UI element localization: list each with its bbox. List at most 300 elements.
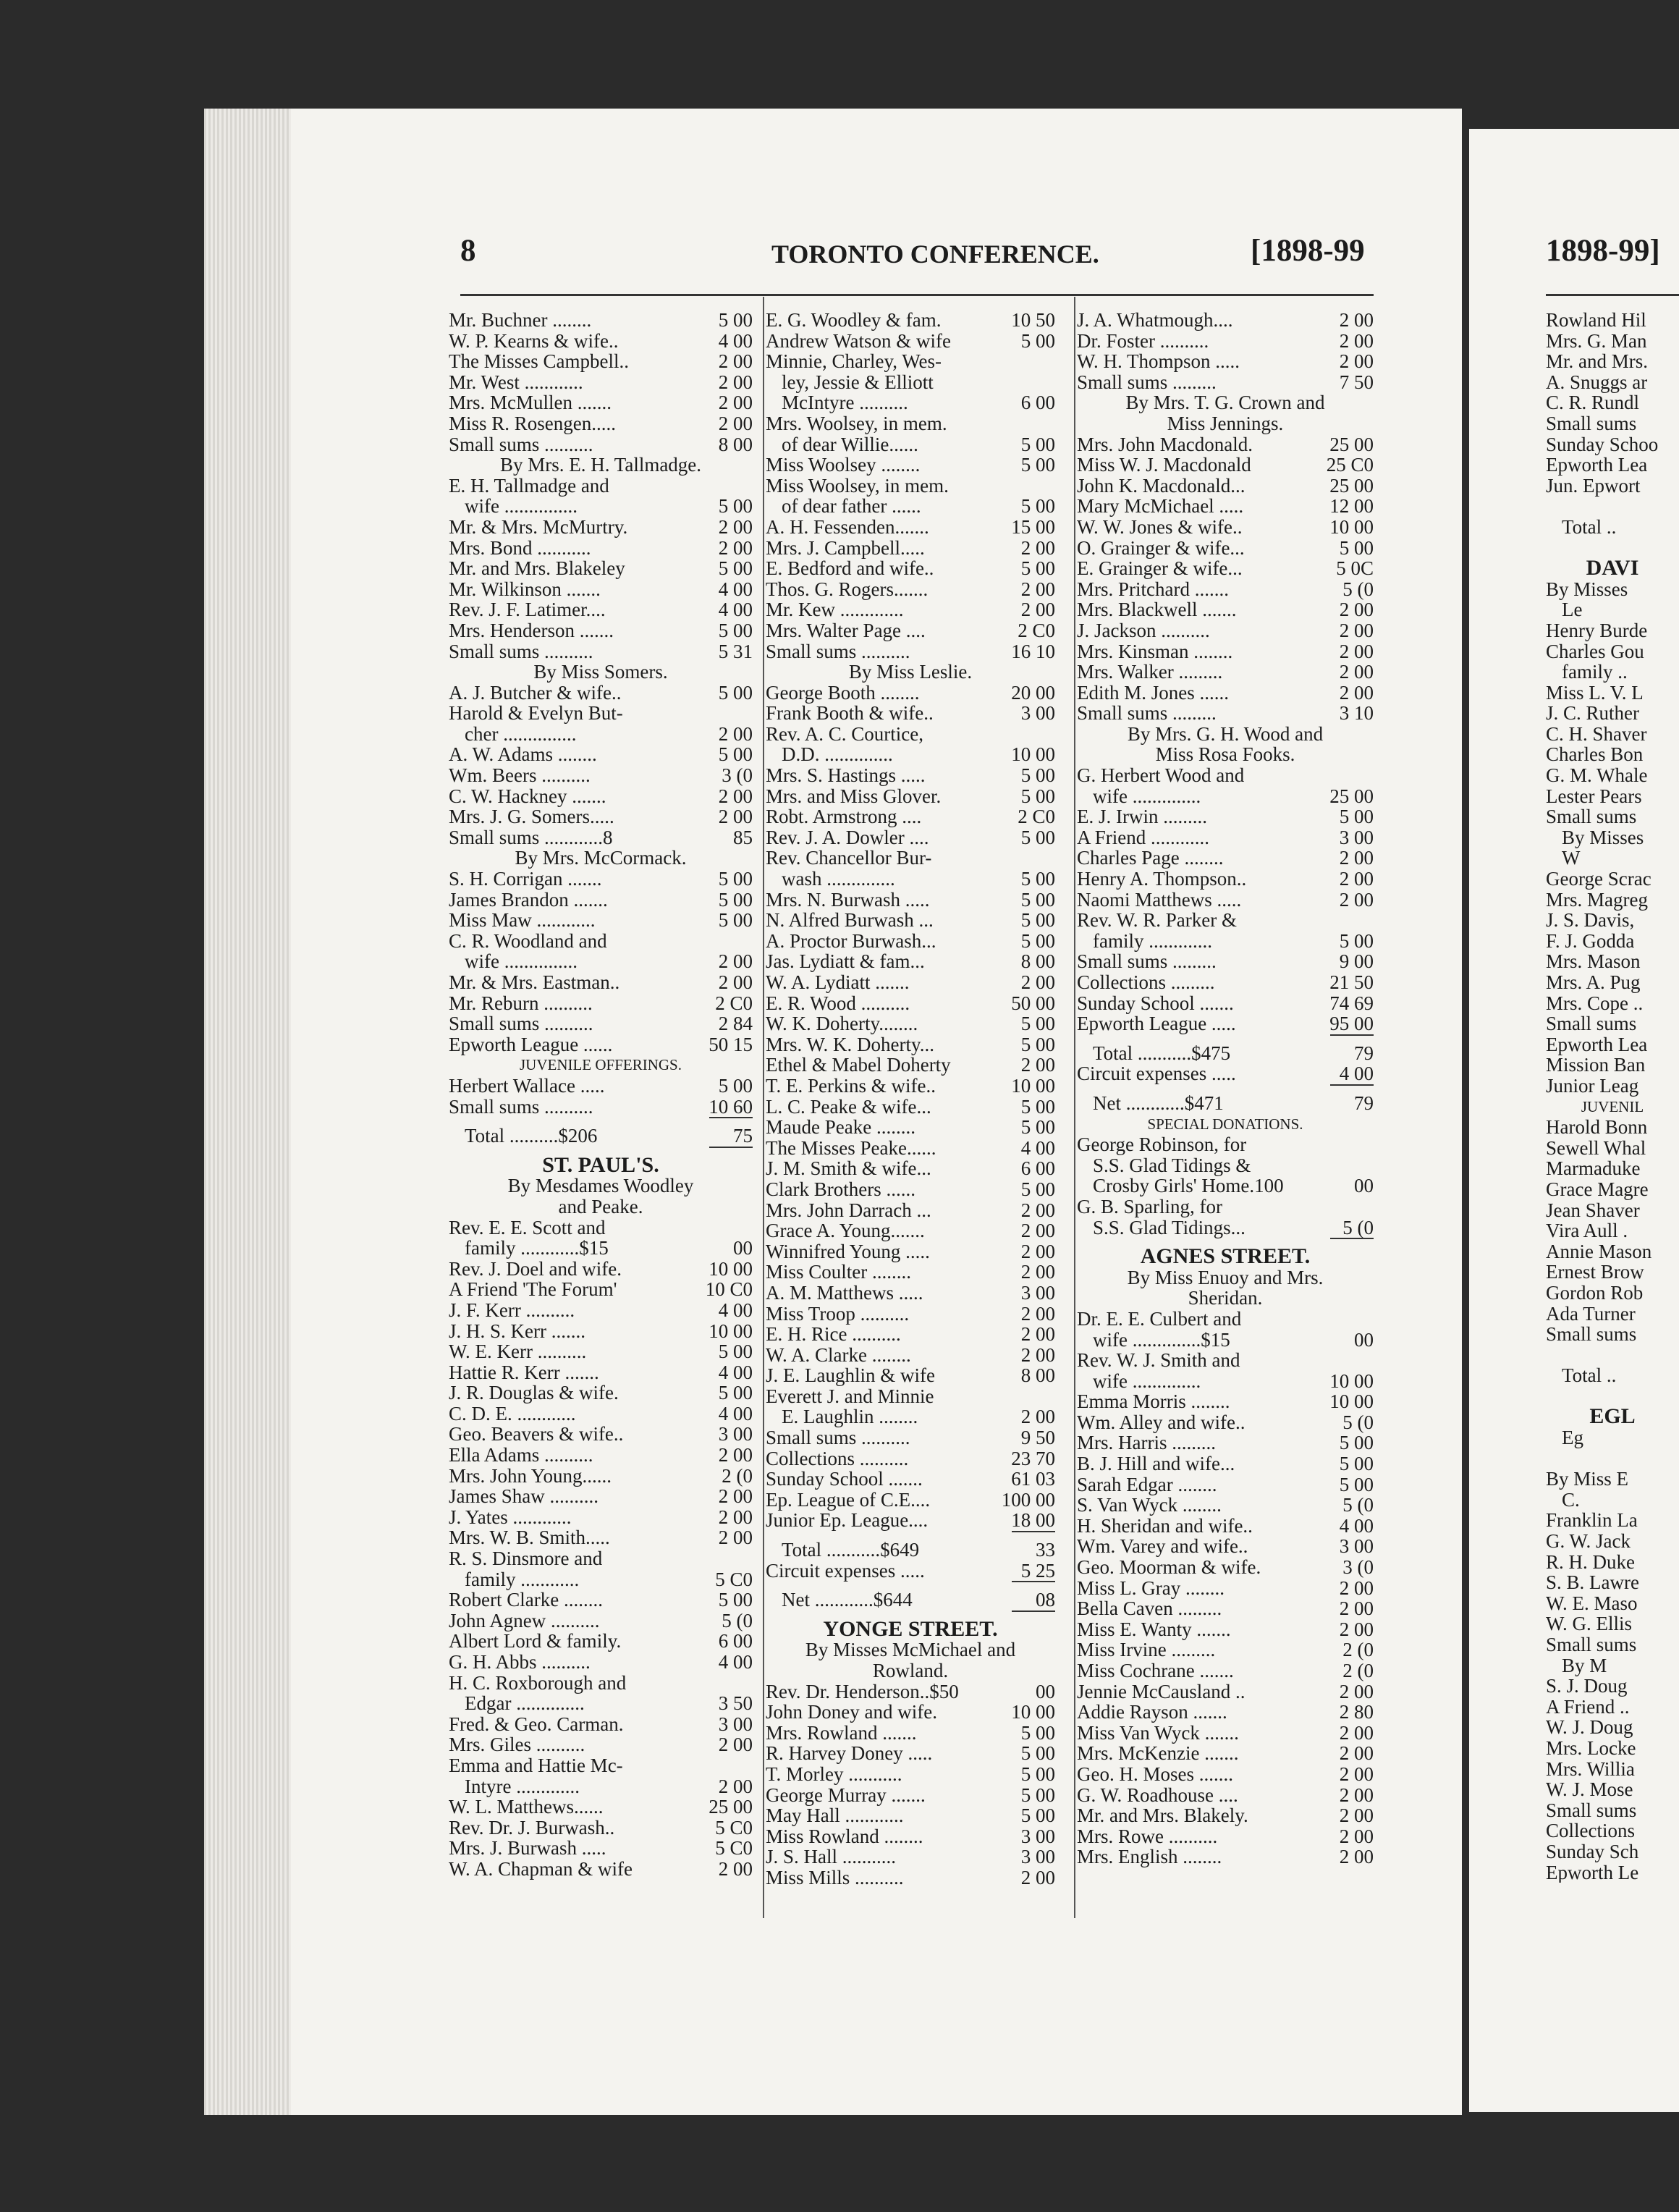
- ledger-entry: [766, 1639, 1055, 1660]
- entry-name: G. H. Abbs ..........: [449, 1651, 591, 1673]
- entry-name: wife ...............: [465, 495, 578, 518]
- entry-name: Rowland.: [872, 1660, 949, 1681]
- ledger-entry: [1546, 703, 1679, 724]
- ledger-entry: [449, 1126, 753, 1147]
- entry-amount: 2 C0: [715, 992, 753, 1014]
- ledger-entry: [449, 1013, 753, 1034]
- ledger-entry: [1077, 744, 1374, 765]
- entry-name: W. K. Doherty........: [766, 1013, 918, 1035]
- entry-name: G. M. Whale: [1546, 764, 1648, 787]
- entry-name: Total ...........$475: [1093, 1042, 1231, 1064]
- ledger-entry: [1546, 662, 1679, 683]
- ledger-entry: [1077, 579, 1374, 600]
- ledger-entry: [1546, 869, 1679, 890]
- entry-amount: 4 00: [718, 1299, 753, 1321]
- entry-name: E. G. Woodley & fam.: [766, 309, 942, 331]
- ledger-entry: [1077, 1639, 1374, 1660]
- ledger-entry: [449, 931, 753, 952]
- ledger-entry: [766, 496, 1055, 517]
- ledger-entry: [449, 455, 753, 476]
- ledger-entry: [1546, 372, 1679, 393]
- entry-name: Edith M. Jones ......: [1077, 681, 1230, 704]
- entry-amount: 9 00: [1339, 950, 1374, 973]
- entry-amount: 2 00: [1339, 661, 1374, 683]
- section-heading: [766, 1616, 1055, 1641]
- ledger-entry: [449, 496, 753, 517]
- entry-name: Mr. Buchner ........: [449, 309, 592, 331]
- ledger-entry: [1077, 972, 1374, 993]
- ledger-entry: [1546, 1365, 1679, 1386]
- ledger-entry: [766, 351, 1055, 372]
- entry-name: The Misses Peake......: [766, 1136, 936, 1159]
- year-range-right: 1898-99]: [1546, 234, 1660, 268]
- entry-amount: 5 (0: [1342, 1411, 1374, 1433]
- ledger-entry: [1546, 1013, 1679, 1034]
- ledger-entry: [449, 1548, 753, 1569]
- ledger-entry: [449, 1693, 753, 1714]
- entry-name: Mrs. Pritchard .......: [1077, 578, 1229, 600]
- ledger-entry: [449, 1590, 753, 1611]
- column-2: [766, 310, 1055, 1888]
- ledger-entry: [1546, 351, 1679, 372]
- entry-name: Clark Brothers ......: [766, 1178, 915, 1200]
- entry-name: J. F. Kerr ..........: [449, 1299, 575, 1321]
- ledger-entry: [766, 683, 1055, 704]
- ledger-entry: [449, 1341, 753, 1362]
- ledger-entry: [449, 1652, 753, 1673]
- ledger-entry: [1077, 558, 1374, 579]
- entry-amount: 2 00: [1020, 1261, 1055, 1283]
- entry-name: Fred. & Geo. Carman.: [449, 1713, 624, 1735]
- entry-name: and Peake.: [558, 1195, 643, 1217]
- ledger-entry: [766, 1055, 1055, 1076]
- entry-name: Mrs. Rowe ..........: [1077, 1825, 1218, 1847]
- entry-name: R. H. Duke: [1546, 1550, 1635, 1573]
- ledger-entry: [449, 351, 753, 372]
- ledger-entry: [449, 683, 753, 704]
- entry-name: Circuit expenses .....: [1077, 1063, 1236, 1085]
- entry-name: Addie Rayson .......: [1077, 1701, 1227, 1723]
- entry-amount: 2 00: [718, 350, 753, 373]
- ledger-entry: [766, 1117, 1055, 1138]
- entry-name: Small sums: [1546, 412, 1637, 434]
- entry-amount: 2 00: [718, 515, 753, 538]
- entry-name: By Misses McMichael and: [805, 1639, 1016, 1661]
- entry-amount: 6 00: [1020, 392, 1055, 414]
- entry-amount: 10 00: [1329, 1390, 1374, 1413]
- ledger-entry: [1077, 372, 1374, 393]
- ledger-entry: [1077, 1371, 1374, 1392]
- ledger-entry: [1546, 392, 1679, 413]
- entry-name: Sunday Sch: [1546, 1840, 1639, 1862]
- entry-amount: 2 00: [718, 1857, 753, 1880]
- ledger-entry: [766, 910, 1055, 931]
- ledger-entry: [449, 910, 753, 931]
- ledger-entry: [1077, 517, 1374, 538]
- entry-name: Jean Shaver: [1546, 1199, 1640, 1221]
- ledger-entry: [1077, 1412, 1374, 1433]
- entry-name: Miss Troop ..........: [766, 1302, 910, 1325]
- ledger-entry: [1077, 392, 1374, 413]
- ledger-entry: [1077, 1743, 1374, 1764]
- entry-amount: 2 00: [1339, 1763, 1374, 1785]
- entry-name: Herbert Wallace .....: [449, 1074, 605, 1097]
- ledger-entry: [449, 558, 753, 579]
- entry-name: R. S. Dinsmore and: [449, 1548, 603, 1570]
- entry-amount: 25 00: [709, 1796, 753, 1818]
- ledger-entry: [766, 1867, 1055, 1888]
- ledger-entry: [1546, 890, 1679, 911]
- entry-name: By Mrs. T. G. Crown and: [1125, 392, 1325, 414]
- entry-name: B. J. Hill and wife...: [1077, 1453, 1235, 1475]
- entry-name: Total ...........$649: [782, 1539, 920, 1561]
- ledger-entry: [1077, 1785, 1374, 1806]
- entry-amount: 25 00: [1329, 474, 1374, 497]
- entry-amount: 4 00: [1020, 1136, 1055, 1159]
- entry-amount: 5 00: [718, 1341, 753, 1363]
- entry-name: H. Sheridan and wife..: [1077, 1514, 1253, 1537]
- entry-amount: 25 C0: [1326, 454, 1374, 476]
- entry-amount: 2 00: [1020, 1220, 1055, 1242]
- ledger-entry: [1546, 1386, 1679, 1407]
- ledger-entry: [766, 1406, 1055, 1427]
- ledger-entry: [1546, 724, 1679, 745]
- entry-name: Rev. Chancellor Bur-: [766, 847, 932, 869]
- entry-name: A. H. Fessenden.......: [766, 515, 929, 538]
- ledger-entry: [449, 1382, 753, 1403]
- total-rule: [1012, 1611, 1055, 1619]
- entry-name: Emma Morris ........: [1077, 1390, 1230, 1413]
- ledger-entry: [449, 1034, 753, 1055]
- entry-name: George Murray .......: [766, 1783, 926, 1806]
- ledger-entry: [766, 1365, 1055, 1386]
- ledger-entry: [766, 1220, 1055, 1241]
- ledger-entry: [1546, 455, 1679, 476]
- entry-amount: 00: [1354, 1328, 1374, 1351]
- entry-name: Miss Mills ..........: [766, 1866, 904, 1888]
- ledger-entry: [449, 786, 753, 807]
- entry-amount: 5 00: [1020, 1033, 1055, 1055]
- entry-name: Miss R. Rosengen.....: [449, 412, 617, 434]
- entry-amount: 50 15: [709, 1033, 753, 1055]
- entry-name: Mrs. Woolsey, in mem.: [766, 412, 947, 434]
- ledger-entry: [1077, 1288, 1374, 1309]
- entry-amount: 2 00: [1339, 599, 1374, 621]
- entry-amount: 74 69: [1329, 992, 1374, 1014]
- ledger-entry: [1077, 1013, 1374, 1034]
- entry-name: Harold Bonn: [1546, 1116, 1648, 1139]
- entry-name: Andrew Watson & wife: [766, 329, 952, 352]
- ledger-entry: [1546, 1552, 1679, 1573]
- entry-amount: 10 00: [709, 1257, 753, 1280]
- entry-amount: 2 (0: [1342, 1639, 1374, 1661]
- entry-name: Ethel & Mabel Doherty: [766, 1054, 951, 1076]
- entry-name: Winnifred Young .....: [766, 1240, 930, 1262]
- entry-amount: 4 00: [718, 578, 753, 600]
- ledger-entry: [1546, 765, 1679, 786]
- ledger-entry: [449, 806, 753, 827]
- entry-amount: 5 00: [1020, 888, 1055, 911]
- ledger-entry: [1077, 1681, 1374, 1702]
- entry-name: Mrs. John Darrach ...: [766, 1199, 931, 1221]
- ledger-entry: [449, 744, 753, 765]
- entry-name: Mrs. Magreg: [1546, 888, 1648, 911]
- ledger-entry: [1546, 1862, 1679, 1883]
- entry-name: Collections ..........: [766, 1447, 909, 1469]
- entry-name: By Mrs. McCormack.: [515, 847, 687, 869]
- ledger-entry: [1077, 496, 1374, 517]
- entry-name: Mrs. Henderson .......: [449, 619, 614, 641]
- ledger-entry: [1546, 1179, 1679, 1200]
- entry-name: C. D. E. ............: [449, 1402, 576, 1424]
- entry-name: Junior Ep. League....: [766, 1509, 929, 1532]
- entry-name: W. J. Doug: [1546, 1716, 1633, 1739]
- ledger-entry: [1077, 703, 1374, 724]
- entry-amount: 2 00: [1339, 1680, 1374, 1702]
- ledger-entry: [1546, 951, 1679, 972]
- entry-name: S. J. Doug: [1546, 1675, 1628, 1697]
- entry-amount: 2 00: [718, 950, 753, 973]
- entry-name: J. M. Smith & wife...: [766, 1157, 931, 1180]
- ledger-entry: [449, 827, 753, 848]
- entry-name: Mrs. John Macdonald.: [1077, 433, 1253, 455]
- entry-name: family .............: [1093, 929, 1212, 952]
- ledger-entry: [1077, 1432, 1374, 1453]
- entry-amount: 2 00: [1020, 971, 1055, 993]
- ledger-entry: [449, 972, 753, 993]
- ledger-entry: [449, 1300, 753, 1321]
- entry-amount: 2 00: [1339, 309, 1374, 331]
- entry-name: Wm. Beers ..........: [449, 764, 591, 787]
- entry-name: Emma and Hattie Mc-: [449, 1754, 623, 1776]
- entry-name: Eg: [1562, 1427, 1583, 1449]
- entry-name: Mrs. G. Man: [1546, 329, 1647, 352]
- entry-name: Small sums .........: [1077, 702, 1217, 725]
- ledger-entry: [1077, 662, 1374, 683]
- entry-amount: 2 00: [1339, 1721, 1374, 1744]
- ledger-entry: [1077, 1578, 1374, 1599]
- entry-name: F. J. Godda: [1546, 929, 1635, 952]
- entry-name: Everett J. and Minnie: [766, 1385, 934, 1407]
- entry-amount: 5 00: [1020, 764, 1055, 787]
- ledger-entry: [1077, 599, 1374, 620]
- ledger-entry: [766, 1138, 1055, 1159]
- entry-name: James Shaw ..........: [449, 1485, 599, 1508]
- entry-name: Miss Cochrane .......: [1077, 1660, 1234, 1681]
- ledger-entry: [1546, 1304, 1679, 1325]
- ledger-entry: [766, 1469, 1055, 1490]
- ledger-entry: [766, 476, 1055, 497]
- entry-name: Rev. E. E. Scott and: [449, 1216, 606, 1238]
- entry-amount: 21 50: [1329, 971, 1374, 993]
- ledger-entry: [1077, 683, 1374, 704]
- entry-name: J. Yates ............: [449, 1506, 572, 1528]
- ledger-entry: [766, 1681, 1055, 1702]
- entry-amount: 5 25: [1020, 1559, 1055, 1582]
- subsection-heading: [1077, 1114, 1374, 1135]
- entry-amount: 2 00: [1339, 640, 1374, 662]
- ledger-entry: [1546, 1490, 1679, 1511]
- entry-amount: 5 00: [718, 1074, 753, 1097]
- entry-name: By Miss E: [1546, 1468, 1629, 1490]
- entry-amount: 2 84: [718, 1013, 753, 1035]
- entry-amount: 2 00: [1020, 1240, 1055, 1262]
- entry-amount: 2 00: [1020, 578, 1055, 600]
- entry-name: Rowland Hil: [1546, 310, 1646, 331]
- ledger-entry: [449, 1403, 753, 1424]
- ledger-entry: [449, 620, 753, 641]
- entry-name: Geo. Moorman & wife.: [1077, 1556, 1261, 1579]
- entry-name: Marmaduke: [1546, 1157, 1641, 1180]
- entry-amount: 5 00: [718, 309, 753, 331]
- entry-name: Mrs. Walter Page ....: [766, 619, 926, 641]
- ledger-entry: [1077, 310, 1374, 331]
- entry-name: Frank Booth & wife..: [766, 702, 934, 725]
- entry-name: AGNES STREET.: [1140, 1244, 1311, 1269]
- entry-amount: 2 00: [1339, 1742, 1374, 1765]
- ledger-entry: [1546, 848, 1679, 869]
- entry-name: Small sums ..........: [449, 1013, 593, 1035]
- ledger-entry: [766, 869, 1055, 890]
- entry-amount: 5 (0: [722, 1609, 753, 1631]
- entry-name: G. Herbert Wood and: [1077, 764, 1245, 787]
- ledger-entry: [1546, 1055, 1679, 1076]
- entry-amount: 8 00: [718, 433, 753, 455]
- entry-amount: 00: [733, 1237, 753, 1259]
- entry-name: JUVENILE OFFERINGS.: [519, 1056, 682, 1074]
- entry-name: Rev. J. F. Latimer....: [449, 599, 606, 621]
- ledger-entry: [1546, 1800, 1679, 1821]
- entry-amount: 2 00: [718, 1775, 753, 1797]
- ledger-entry: [766, 558, 1055, 579]
- entry-amount: 2 00: [718, 412, 753, 434]
- ledger-entry: [449, 1196, 753, 1217]
- entry-name: Mrs. W. K. Doherty...: [766, 1033, 934, 1055]
- entry-amount: 79: [1354, 1092, 1374, 1114]
- ledger-entry: [449, 413, 753, 434]
- ledger-entry: [766, 806, 1055, 827]
- entry-amount: 18 00: [1011, 1509, 1055, 1532]
- ledger-entry: [1077, 1217, 1374, 1238]
- ledger-entry: [449, 993, 753, 1014]
- entry-name: Small sums: [1546, 1013, 1637, 1035]
- entry-amount: 5 00: [1020, 1721, 1055, 1744]
- entry-amount: 3 00: [1339, 1535, 1374, 1558]
- ledger-entry: [1546, 1262, 1679, 1283]
- entry-amount: 2 00: [1020, 1343, 1055, 1366]
- entry-amount: 2 00: [1020, 536, 1055, 559]
- entry-name: Small sums: [1546, 806, 1637, 828]
- entry-amount: 5 00: [1020, 329, 1055, 352]
- ledger-entry: [1077, 1093, 1374, 1114]
- ledger-entry: [1546, 641, 1679, 662]
- entry-amount: 2 00: [718, 1506, 753, 1528]
- entry-name: Miss Rosa Fooks.: [1155, 743, 1295, 766]
- ledger-entry: [449, 890, 753, 911]
- ledger-entry: [1546, 786, 1679, 807]
- entry-name: Miss E. Wanty .......: [1077, 1618, 1231, 1640]
- entry-amount: 5 00: [718, 1589, 753, 1611]
- ledger-entry: [766, 1427, 1055, 1448]
- column-3: [1077, 310, 1374, 1867]
- entry-name: Mrs. Blackwell .......: [1077, 599, 1237, 621]
- ledger-entry: [449, 1175, 753, 1196]
- entry-name: W. J. Mose: [1546, 1778, 1633, 1801]
- entry-name: Epworth Lea: [1546, 1033, 1648, 1055]
- entry-amount: 5 00: [1020, 1095, 1055, 1118]
- entry-amount: 4 00: [718, 1361, 753, 1383]
- entry-amount: 3 00: [718, 1713, 753, 1735]
- entry-amount: 95 00: [1329, 1013, 1374, 1035]
- entry-name: Small sums ............8: [449, 826, 613, 848]
- entry-amount: 5 00: [718, 743, 753, 766]
- ledger-entry: [1546, 993, 1679, 1014]
- ledger-entry: [1077, 1723, 1374, 1744]
- entry-amount: 2 00: [718, 392, 753, 414]
- entry-name: Grace Magre: [1546, 1178, 1649, 1200]
- entry-amount: 2 00: [718, 1444, 753, 1466]
- entry-name: Miss Irvine .........: [1077, 1639, 1216, 1661]
- ledger-entry: [1546, 620, 1679, 641]
- ledger-entry: [766, 951, 1055, 972]
- entry-name: McIntyre ..........: [782, 392, 908, 414]
- ledger-entry: [766, 827, 1055, 848]
- ledger-entry: [1077, 910, 1374, 931]
- entry-amount: 5 00: [1020, 1783, 1055, 1806]
- entry-name: Small sums .........: [1077, 950, 1217, 973]
- entry-name: Mr. and Mrs. Blakely.: [1077, 1804, 1248, 1827]
- entry-amount: 2 00: [1339, 868, 1374, 890]
- entry-amount: 3 10: [1339, 702, 1374, 725]
- ledger-entry: [1077, 1557, 1374, 1578]
- entry-amount: 2 00: [1339, 1783, 1374, 1806]
- ledger-entry: [449, 1776, 753, 1797]
- entry-name: W. A. Clarke ........: [766, 1343, 911, 1366]
- entry-name: Mrs. A. Pug: [1546, 971, 1641, 993]
- entry-name: Sewell Whal: [1546, 1136, 1646, 1159]
- entry-amount: 2 00: [1339, 1804, 1374, 1827]
- entry-name: of dear Willie......: [782, 433, 918, 455]
- ledger-entry: [449, 1631, 753, 1652]
- entry-name: Vira Aull .: [1546, 1220, 1628, 1242]
- entry-name: wife ..............: [1093, 1369, 1201, 1392]
- ledger-entry: [449, 1838, 753, 1859]
- ledger-entry: [1546, 579, 1679, 600]
- entry-amount: 5 00: [1020, 495, 1055, 518]
- entry-amount: 20 00: [1011, 681, 1055, 704]
- entry-name: Minnie, Charley, Wes-: [766, 350, 942, 373]
- entry-name: G. B. Sparling, for: [1077, 1195, 1222, 1217]
- ledger-entry: [449, 476, 753, 497]
- entry-amount: 2 00: [718, 1485, 753, 1508]
- total-rule: [1330, 1034, 1374, 1043]
- ledger-entry: [766, 1324, 1055, 1345]
- entry-name: E. Laughlin ........: [782, 1406, 918, 1428]
- entry-amount: 23 70: [1011, 1447, 1055, 1469]
- entry-amount: 5 0C: [1336, 557, 1374, 580]
- ledger-entry: [1077, 951, 1374, 972]
- ledger-entry: [449, 662, 753, 683]
- entry-name: A Friend ..: [1546, 1695, 1630, 1718]
- entry-name: Small sums ..........: [449, 433, 593, 455]
- ledger-entry: [1546, 1717, 1679, 1738]
- entry-name: Mr. and Mrs. Blakeley: [449, 557, 625, 580]
- entry-name: family ............: [465, 1568, 580, 1590]
- ledger-entry: [1546, 1634, 1679, 1655]
- entry-amount: 4 00: [1339, 1514, 1374, 1537]
- entry-name: Mrs. John Young......: [449, 1464, 612, 1487]
- entry-amount: 2 00: [1020, 1866, 1055, 1888]
